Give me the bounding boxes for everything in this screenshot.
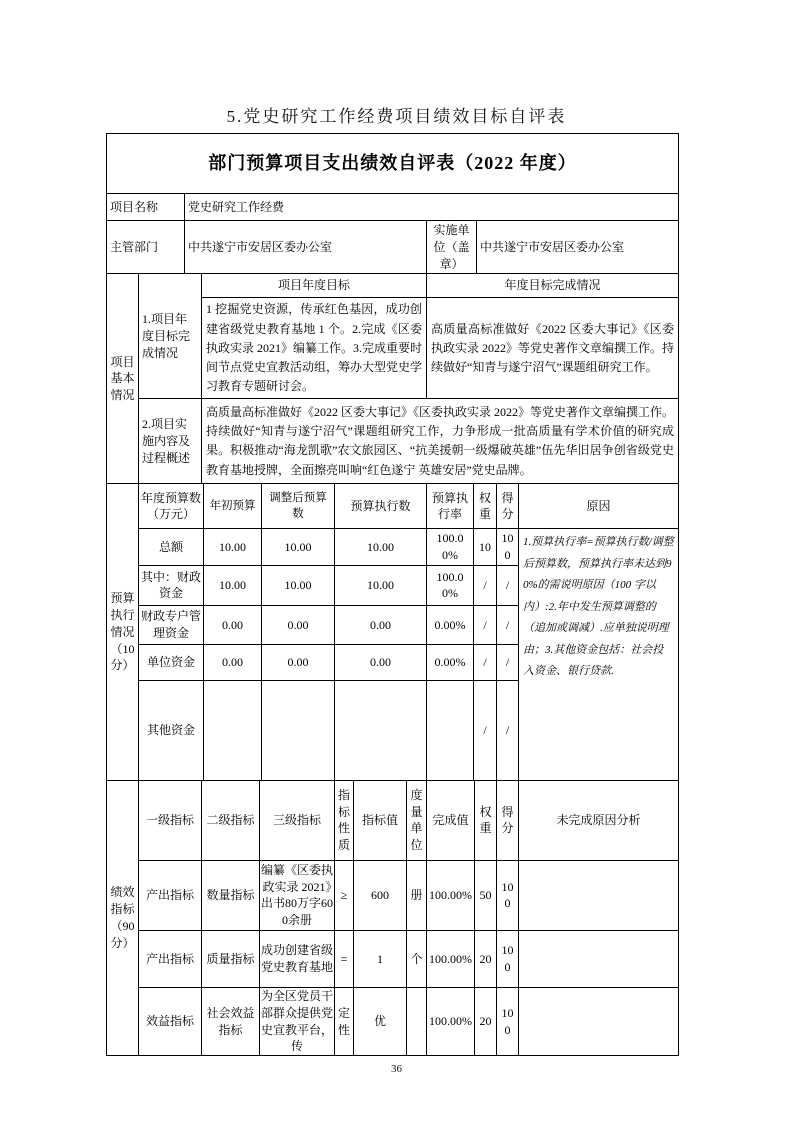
budget-adjusted: 10.00 [262,565,335,605]
indicator-header-row [107,780,679,860]
indicator-level2: 质量指标 [202,930,260,987]
indicator-level3: 成功创建省级党史教育基地 [260,930,335,987]
indicator-analysis [519,987,679,1055]
completion-header: 年度目标完成情况 [427,274,679,298]
basic-section-table [106,273,679,484]
indicator-level3: 编纂《区委执政实录 2021》出书80万字600余册 [260,860,335,930]
form-title: 部门预算项目支出绩效自评表（2022 年度） [107,134,679,194]
indicator-header-target: 指标值 [354,780,407,860]
indicator-nature: = [335,930,354,987]
budget-row-total [107,529,679,566]
budget-label: 财政专户管理资金 [139,605,204,644]
budget-section-label: 预算执行情况（10分） [107,484,139,781]
budget-executed: 10.00 [335,565,427,605]
budget-weight: / [474,680,497,780]
indicator-unit [407,987,427,1055]
indicator-analysis [519,930,679,987]
dept-row [107,221,679,274]
indicator-nature: 定性 [335,987,354,1055]
budget-adjusted: 0.00 [262,605,335,644]
budget-weight: / [474,565,497,605]
indicator-score: 100 [497,860,519,930]
indicator-unit: 册 [407,860,427,930]
budget-adjusted [262,680,335,780]
indicator-weight: 20 [475,930,497,987]
impl-unit-value: 中共遂宁市安居区委办公室 [477,221,679,274]
indicator-unit: 个 [407,930,427,987]
budget-adjusted: 10.00 [262,529,335,566]
budget-label: 总额 [139,529,204,566]
project-name-row [107,194,679,221]
basic-section-label: 项目基本情况 [107,274,139,484]
budget-executed: 0.00 [335,605,427,644]
impl-unit-label: 实施单位（盖章） [427,221,477,274]
budget-score: / [497,680,519,780]
budget-executed: 0.00 [335,644,427,680]
indicator-row [107,987,679,1055]
budget-initial: 0.00 [204,644,262,680]
budget-adjusted: 0.00 [262,644,335,680]
budget-executed [335,680,427,780]
dept-label: 主管部门 [107,221,185,274]
indicator-level1: 产出指标 [139,930,202,987]
indicator-level2: 社会效益指标 [202,987,260,1055]
budget-header-weight: 权重 [474,484,497,529]
budget-section-table [106,483,679,781]
budget-rate: 0.00% [427,605,474,644]
budget-initial: 10.00 [204,565,262,605]
budget-note: 1.预算执行率=预算执行数/调整后预算数，预算执行率未达到90%的需说明原因（100 字以内）:2.年中发生预算调整的（追加或调减）.应单独说明理由；3.其他资金包括：社会投入资金、银行贷款. [519,529,679,781]
budget-header-score: 得分 [497,484,519,529]
budget-header-rate: 预算执行率 [427,484,474,529]
budget-score: / [497,605,519,644]
indicator-level1: 效益指标 [139,987,202,1055]
indicator-row [107,860,679,930]
budget-rate: 100.00% [427,565,474,605]
indicator-target: 1 [354,930,407,987]
project-name-label: 项目名称 [107,194,185,221]
budget-header-executed: 预算执行数 [335,484,427,529]
budget-header-adjusted: 调整后预算数 [262,484,335,529]
indicator-weight: 50 [475,860,497,930]
page-number: 36 [391,1063,402,1076]
budget-executed: 10.00 [335,529,427,566]
budget-rate [427,680,474,780]
project-name-value: 党史研究工作经费 [185,194,679,221]
indicator-header-unit: 度量单位 [407,780,427,860]
budget-header-annual: 年度预算数（万元） [139,484,204,529]
indicator-header-actual: 完成值 [427,780,475,860]
budget-header-reason: 原因 [519,484,679,529]
budget-score: / [497,565,519,605]
indicator-target: 优 [354,987,407,1055]
indicator-header-nature: 指标性质 [335,780,354,860]
goal-header: 项目年度目标 [202,274,427,298]
basic-row2 [107,399,679,484]
budget-header-row [107,484,679,529]
indicator-header-analysis: 未完成原因分析 [519,780,679,860]
dept-value: 中共遂宁市安居区委办公室 [185,221,427,274]
basic-row2-text: 高质量高标准做好《2022 区委大事记》《区委执政实录 2022》等党史著作文章编撰工作。持续做好“知青与遂宁沼气”课题组研究工作，力争形成一批高质量有学术价值的研究成果。积极推动“海龙凯歌”农文旅园区、“抗美援朝一级爆破英雄”伍先华旧居争创省级党史教育基地授牌，全面擦亮叫响“红色遂宁 英雄安居”党史品牌。 [202,399,679,484]
budget-weight: / [474,644,497,680]
indicator-header-level2: 二级指标 [202,780,260,860]
completion-text: 高质量高标准做好《2022 区委大事记》《区委执政实录 2022》等党史著作文章编撰工作。持续做好“知青与遂宁沼气”课题组研究工作。 [427,298,679,399]
indicator-header-score: 得分 [497,780,519,860]
indicator-section-label: 绩效指标（90分） [107,780,139,1055]
indicator-actual: 100.00% [427,930,475,987]
info-table [106,133,679,274]
goal-text: 1 挖掘党史资源，传承红色基因，成功创建省级党史教育基地 1 个。2.完成《区委执政实录 2021》编纂工作。3.完成重要时间节点党史宣教活动组，筹办大型党史学习教育专题研讨会。 [202,298,427,399]
indicator-nature: ≥ [335,860,354,930]
indicator-header-level3: 三级指标 [260,780,335,860]
budget-weight: / [474,605,497,644]
form-title-row [107,134,679,194]
document-title: 5.党史研究工作经费项目绩效目标自评表 [226,107,567,126]
indicator-score: 100 [497,930,519,987]
indicator-score: 100 [497,987,519,1055]
indicator-analysis [519,860,679,930]
indicator-weight: 20 [475,987,497,1055]
indicator-actual: 100.00% [427,987,475,1055]
indicator-level2: 数量指标 [202,860,260,930]
indicator-header-weight: 权重 [475,780,497,860]
indicator-section-table [106,780,679,1056]
indicator-actual: 100.00% [427,860,475,930]
budget-label: 单位资金 [139,644,204,680]
budget-score: / [497,644,519,680]
budget-header-initial: 年初预算 [204,484,262,529]
budget-weight: 10 [474,529,497,566]
indicator-row [107,930,679,987]
budget-rate: 0.00% [427,644,474,680]
basic-header-row [107,274,679,298]
basic-row2-label: 2.项目实施内容及过程概述 [139,399,202,484]
budget-rate: 100.00% [427,529,474,566]
budget-label: 其中：财政资金 [139,565,204,605]
budget-score: 100 [497,529,519,566]
budget-initial: 0.00 [204,605,262,644]
budget-initial: 10.00 [204,529,262,566]
indicator-level1: 产出指标 [139,860,202,930]
indicator-header-level1: 一级指标 [139,780,202,860]
indicator-target: 600 [354,860,407,930]
budget-label: 其他资金 [139,680,204,780]
budget-initial [204,680,262,780]
basic-row1-label: 1.项目年度目标完成情况 [139,274,202,399]
indicator-level3: 为全区党员干部群众提供党史宣教平台，传 [260,987,335,1055]
